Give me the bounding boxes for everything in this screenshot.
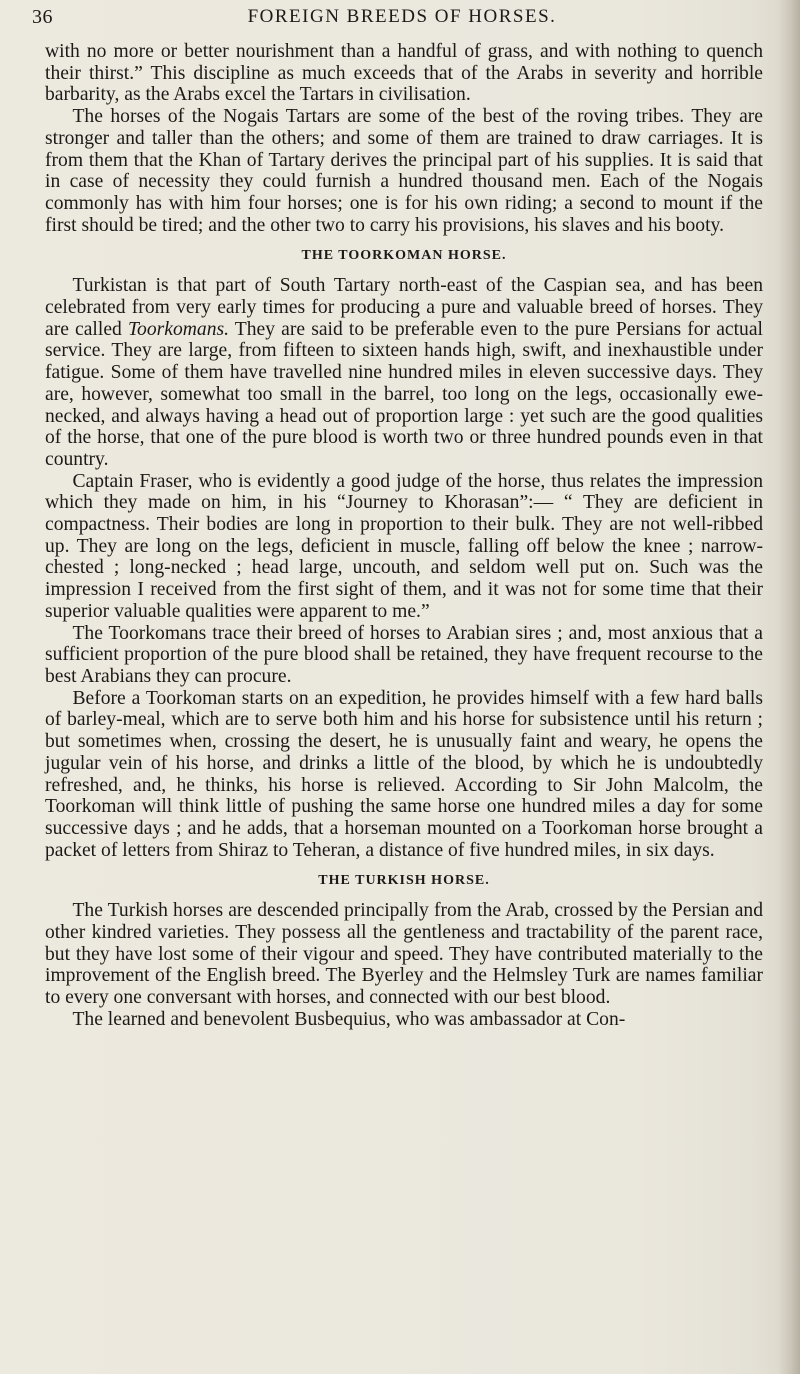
running-head: FOREIGN BREEDS OF HORSES.: [247, 6, 557, 27]
paragraph-expedition: Before a Toorkoman starts on an expedition, he provides himself with a few hard balls of barley-meal, which are to serve both him and his horse for subsistence until his return ; but sometimes when, crossing the desert, he is unusually faint and weary, he opens the jugular vein of his horse, and drinks a little of the blood, by which he is undoubtedly refreshed, and, he thinks, his horse is relieved. According to Sir John Malcolm, the Toorkoman will think little of pushing the same horse one hundred miles a day for some successive days ; and he adds, that a horseman mounted on a Toorkoman horse brought a packet of letters from Shiraz to Teheran, a distance of five hundred miles, in six days.: [45, 687, 763, 861]
paragraph-turkistan: [45, 275, 763, 470]
paragraph-turkistan-text-b: They are said to be preferable even to the pure Persians for actual service. They are large, from fifteen to sixteen hands high, swift, and inexhaustible under fatigue. Some of them have travelled nine hundred miles in eleven successive days. They are, however, somewhat too small in the barrel, too long on the legs, occasionally ewe-necked, and always having a head out of proportion large : yet such are the good qualities of the horse, that one of the pure blood is worth two or three hundred pounds even in that country.: [45, 318, 763, 470]
paragraph-nogais: The horses of the Nogais Tartars are some of the best of the roving tribes. They are stronger and taller than the others; and some of them are trained to draw carriages. It is from them that the Khan of Tartary derives the principal part of his supplies. It is said that in case of necessity they could furnish a hundred thousand men. Each of the Nogais commonly has with him four horses; one is for his own riding; a second to mount if the first should be tired; and the other two to carry his provisions, his slaves and his booty.: [45, 106, 763, 236]
page-body: [45, 41, 763, 1031]
paragraph-continuation: with no more or better nourishment than a handful of grass, and with nothing to quench their thirst.” This discipline as much exceeds that of the Arabs in severity and horrible barbarity, as the Arabs excel the Tartars in civilisation.: [45, 41, 763, 106]
paragraph-fraser: Captain Fraser, who is evidently a good judge of the horse, thus relates the impression which they made on him, in his “Journey to Khorasan”:— “ They are deficient in compactness. Their bodies are long in proportion to their bulk. They are not well-ribbed up. They are long on the legs, deficient in muscle, falling off below the knee ; narrow-chested ; long-necked ; head large, uncouth, and seldom well put on. Such was the impression I received from the first sight of them, and it was not for some time that their superior valuable qualities were apparent to me.”: [45, 470, 763, 622]
paragraph-turkistan-text-a: Turkistan is that part of South Tartary north-east of the Caspian sea, and has been celebrated from very early times for producing a pure and valuable breed of horses. They are called: [45, 275, 763, 340]
toorkomans-italic: Toorkomans.: [127, 318, 230, 340]
page-number: 36: [32, 6, 53, 28]
section-heading-turkish: THE TURKISH HORSE.: [318, 873, 490, 889]
page-header: [32, 6, 772, 36]
paragraph-arabian-sires: The Toorkomans trace their breed of horses to Arabian sires ; and, most anxious that a sufficient proportion of the pure blood shall be retained, they have frequent recourse to the best Arabians they can procure.: [45, 622, 763, 687]
paragraph-busbequius: The learned and benevolent Busbequius, who was ambassador at Con-: [72, 1008, 626, 1030]
page-edge-shadow: [778, 0, 800, 1374]
section-heading-toorkoman: THE TOORKOMAN HORSE.: [301, 248, 507, 264]
paragraph-turkish-horses: The Turkish horses are descended principally from the Arab, crossed by the Persian and other kindred varieties. They possess all the gentleness and tractability of the parent race, but they have lost some of their vigour and speed. They have contributed materially to the improvement of the English breed. The Byerley and the Helmsley Turk are names familiar to every one conversant with horses, and connected with our best blood.: [45, 900, 763, 1009]
